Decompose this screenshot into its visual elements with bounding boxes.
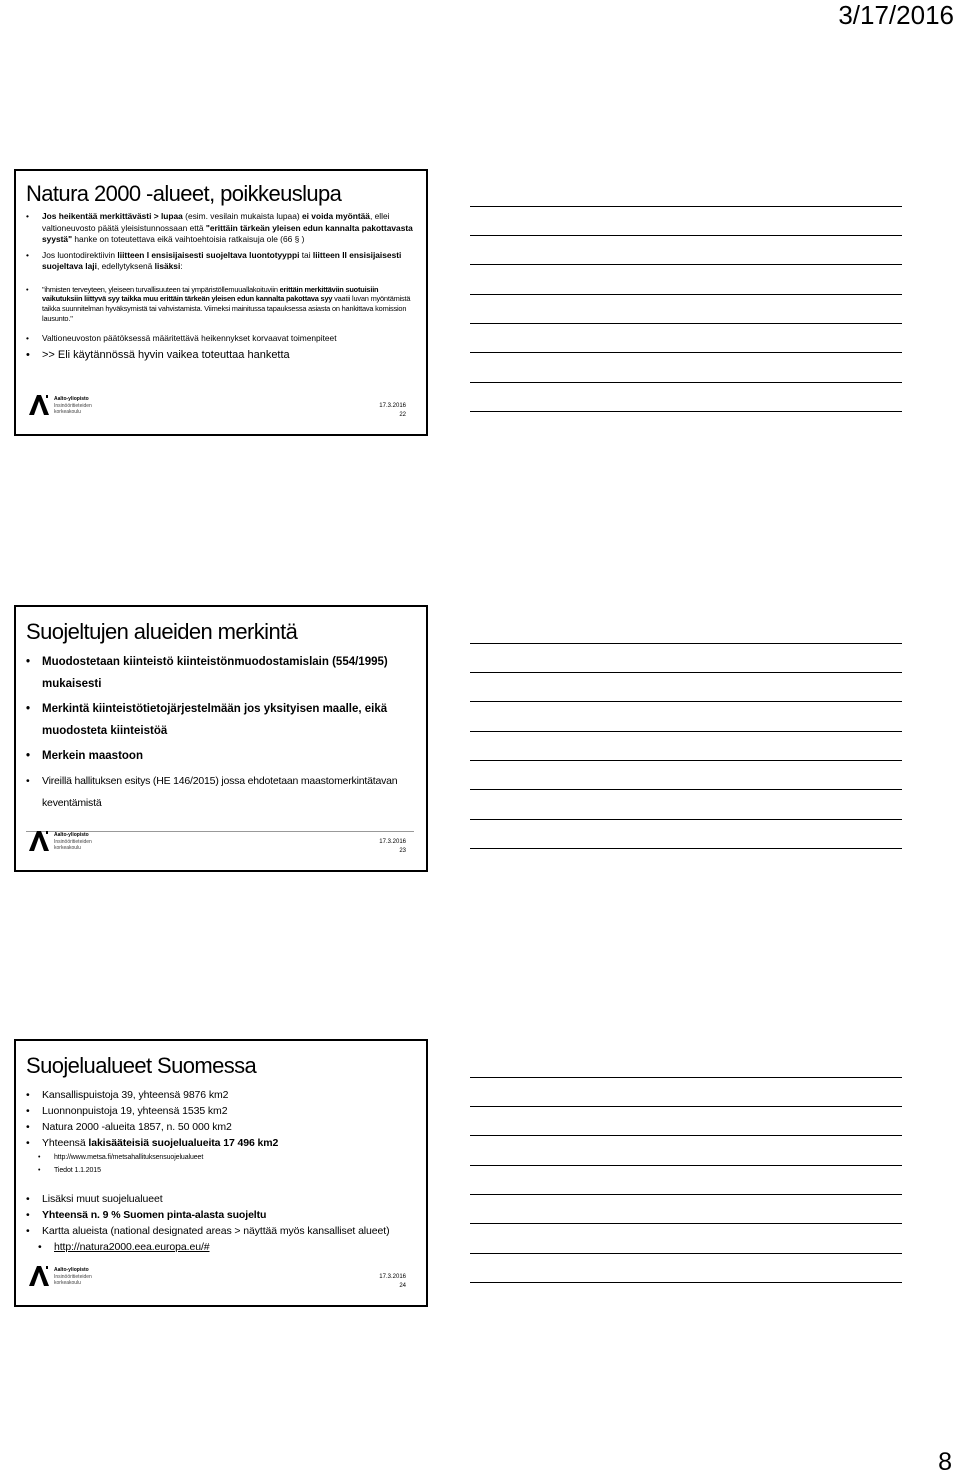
bullet-item: • Yhteensä n. 9 % Suomen pinta-alasta suojeltu [26,1207,414,1223]
bullet-item: • Natura 2000 -alueita 1857, n. 50 000 km2 [26,1119,414,1135]
slide-footer-date: 17.3.2016 23 [379,839,406,854]
bullet-item: • Lisäksi muut suojelualueet [26,1191,414,1207]
page-date: 3/17/2016 [838,0,954,30]
bullet-item: • Kartta alueista (national designated areas > näyttää myös kansalliset alueet) [26,1223,414,1239]
logo-text: Aalto-yliopisto Insinööritieteiden korkeakoulu [54,396,92,415]
logo-text: Aalto-yliopisto Insinööritieteiden korkeakoulu [54,832,92,851]
slide-number: 22 [399,412,406,418]
sub-bullet-item: • Tiedot 1.1.2015 [26,1164,414,1177]
slide-body [26,651,414,814]
sub-bullet-item [26,1239,414,1255]
bullet-item: • Jos heikentää merkittävästi > lupaa (esim. vesilain mukaista lupaa) ei voida myöntää, ellei valtioneuvosto päätä yleisistunnossaan että "erittäin tärkeän yleisen edun kannalta pakottavasta syystä" hanke on toteutettava eikä vaihtoehtoisia ratkaisuja ole (66 § ) [26,211,414,246]
slide-number: 23 [399,848,406,854]
slide-footer [26,1261,414,1297]
sub-bullet-item: • http://www.metsa.fi/metsahallituksensuojelualueet [26,1151,414,1164]
bullet-quote: • "ihmisten terveyteen, yleiseen turvallisuuteen tai ympäristöllemuuallakoituviin erittäin merkittäviin suotuisiin vaikutuksiin liittyvä syy taikka muu erittäin tärkeän yleisen edun kannalta pakottava syy vaatii luvan myöntämistä taikka suunnitelman hyväksymistä tai vahvistamista. Viimeksi mainitussa tapauksessa asiasta on hankittava komission lausunto." [26,285,414,324]
logo-text: Aalto-yliopisto Insinööritieteiden korkeakoulu [54,1267,92,1286]
bullet-item: • Jos luontodirektiivin liitteen I ensisijaisesti suojeltava luontotyyppi tai liitteen II ensisijaisesti suojeltava laji, edellytyksenä lisäksi: [26,250,414,273]
natura2000-link[interactable]: http://natura2000.eea.europa.eu/# [54,1241,210,1253]
bullet-item: • Kansallispuistoja 39, yhteensä 9876 km2 [26,1087,414,1103]
bullet-item: • Merkein maastoon [26,745,414,767]
aalto-logo-icon [28,1265,50,1287]
slide-body [26,1087,414,1255]
page-number: 8 [938,1448,952,1476]
bullet-item: • Luonnonpuistoja 19, yhteensä 1535 km2 [26,1103,414,1119]
slide-footer [26,390,414,426]
slide-body [26,211,414,362]
slide-title: Suojeltujen alueiden merkintä [26,619,298,644]
bullet-item: • Valtioneuvoston päätöksessä määritettävä heikennykset korvaavat toimenpiteet [26,333,414,345]
slide-footer-date: 17.3.2016 22 [379,403,406,418]
bullet-item: • Yhteensä lakisääteisiä suojelualueita 17 496 km2 [26,1135,414,1151]
slide-footer [26,826,414,862]
slide-title: Natura 2000 -alueet, poikkeuslupa [26,181,342,206]
slide-22 [14,169,428,436]
slide-title: Suojelualueet Suomessa [26,1053,257,1078]
bullet-item: • Vireillä hallituksen esitys (HE 146/2015) jossa ehdotetaan maastomerkintätavan keventämistä [26,770,414,814]
slide-number: 24 [399,1283,406,1289]
aalto-logo-icon [28,830,50,852]
slide-24 [14,1039,428,1307]
bullet-item: • Muodostetaan kiinteistö kiinteistönmuodostamislain (554/1995) mukaisesti [26,651,414,695]
slide-footer-date: 17.3.2016 24 [379,1274,406,1289]
slide-23 [14,605,428,872]
bullet-item: • Merkintä kiinteistötietojärjestelmään jos yksityisen maalle, eikä muodosteta kiinteistöä [26,698,414,742]
aalto-logo-icon [28,394,50,416]
bullet-item: • >> Eli käytännössä hyvin vaikea toteuttaa hanketta [26,348,414,362]
